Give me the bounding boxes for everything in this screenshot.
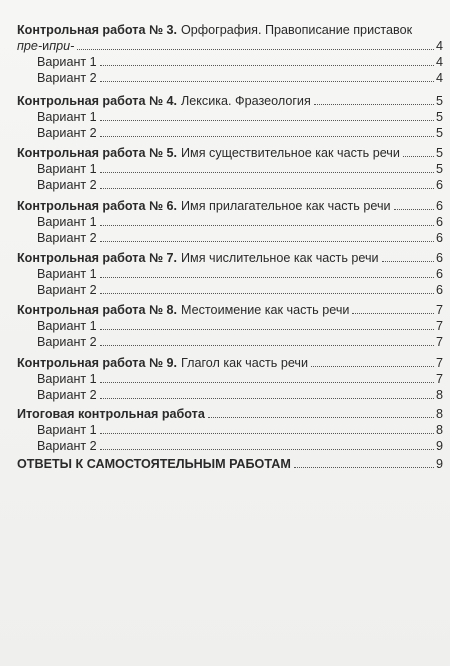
page-number: 5 (436, 126, 444, 140)
toc-variant-row (37, 282, 437, 298)
toc-heading-title: Имя прилагательное как часть речи (181, 199, 391, 213)
toc-heading-label: Контрольная работа № 5. (17, 146, 177, 160)
page-number: 6 (436, 231, 444, 245)
variant-label: Вариант 2 (37, 231, 97, 245)
dot-leader (100, 80, 434, 82)
toc-heading-3-line1 (17, 22, 442, 38)
dot-leader (314, 103, 434, 105)
variant-label: Вариант 2 (37, 126, 97, 140)
toc-variant-row (37, 161, 437, 177)
page-number: 7 (436, 372, 444, 386)
toc-heading-5 (17, 145, 437, 161)
toc-variant-row (37, 371, 437, 387)
page-number: 8 (436, 407, 444, 421)
toc-variant-row (37, 177, 437, 193)
dot-leader (100, 292, 434, 294)
toc-heading-7 (17, 250, 437, 266)
page-number: 5 (436, 110, 444, 124)
dot-leader (100, 187, 434, 189)
toc-heading-label: Контрольная работа № 4. (17, 94, 177, 108)
toc-heading-9 (17, 355, 437, 371)
toc-variant-row (37, 318, 437, 334)
dot-leader (100, 224, 434, 226)
dot-leader (100, 119, 434, 121)
dot-leader (294, 466, 434, 468)
dot-leader (77, 48, 434, 50)
variant-label: Вариант 2 (37, 178, 97, 192)
toc-heading-label: Итоговая контрольная работа (17, 407, 205, 421)
dot-leader (100, 240, 434, 242)
page-number: 7 (436, 356, 444, 370)
variant-label: Вариант 1 (37, 215, 97, 229)
dot-leader (394, 208, 434, 210)
page-number: 6 (436, 267, 444, 281)
page-number: 8 (436, 388, 444, 402)
toc-variant-row (37, 334, 437, 350)
page-number: 7 (436, 319, 444, 333)
page-number: 9 (436, 439, 444, 453)
toc-variant-row (37, 214, 437, 230)
page-number: 6 (436, 199, 444, 213)
page-number: 8 (436, 423, 444, 437)
variant-label: Вариант 2 (37, 388, 97, 402)
dot-leader (100, 328, 434, 330)
page-number: 9 (436, 457, 444, 471)
variant-label: Вариант 1 (37, 55, 97, 69)
toc-heading-label: Контрольная работа № 3. (17, 23, 177, 37)
page-number: 7 (436, 335, 444, 349)
dot-leader (100, 448, 434, 450)
toc-variant-row (37, 387, 437, 403)
page-number: 5 (436, 94, 444, 108)
variant-label: Вариант 1 (37, 423, 97, 437)
page-number: 5 (436, 162, 444, 176)
toc-heading-title: Орфография. Правописание приставок (181, 23, 413, 37)
page-number: 6 (436, 251, 444, 265)
page-number: 5 (436, 146, 444, 160)
toc-prefix-pre: пре- (17, 39, 43, 53)
variant-label: Вариант 1 (37, 162, 97, 176)
toc-heading-label: Контрольная работа № 7. (17, 251, 177, 265)
variant-label: Вариант 2 (37, 439, 97, 453)
toc-heading-title: Местоимение как часть речи (181, 303, 350, 317)
dot-leader (100, 276, 434, 278)
dot-leader (403, 155, 434, 157)
toc-variant-row (37, 125, 437, 141)
variant-label: Вариант 1 (37, 372, 97, 386)
dot-leader (208, 416, 434, 418)
variant-label: Вариант 2 (37, 283, 97, 297)
dot-leader (352, 312, 434, 314)
toc-variant-row (37, 266, 437, 282)
variant-label: Вариант 2 (37, 71, 97, 85)
toc-heading-6 (17, 198, 437, 214)
dot-leader (100, 344, 434, 346)
toc-heading-title: Глагол как часть речи (181, 356, 309, 370)
toc-answers (17, 456, 437, 472)
variant-label: Вариант 2 (37, 335, 97, 349)
toc-heading-8 (17, 302, 437, 318)
toc-heading-title: Лексика. Фразеология (181, 94, 311, 108)
dot-leader (100, 397, 434, 399)
toc-variant-row (37, 109, 437, 125)
toc-heading-4 (17, 93, 437, 109)
toc-prefix-and: и (42, 39, 50, 53)
dot-leader (100, 64, 434, 66)
toc-variant-row (37, 422, 437, 438)
toc-heading-3-line2 (17, 38, 437, 54)
dot-leader (311, 365, 434, 367)
page-number: 6 (436, 215, 444, 229)
dot-leader (382, 260, 434, 262)
page-number: 4 (436, 71, 444, 85)
dot-leader (100, 135, 434, 137)
dot-leader (100, 432, 434, 434)
toc-heading-label: Контрольная работа № 6. (17, 199, 177, 213)
page-number: 6 (436, 283, 444, 297)
page-number: 7 (436, 303, 444, 317)
dot-leader (100, 381, 434, 383)
toc-heading-title: Имя числительное как часть речи (181, 251, 379, 265)
toc-variant-row (37, 230, 437, 246)
page-number: 6 (436, 178, 444, 192)
toc-heading-final (17, 406, 437, 422)
toc-heading-label: Контрольная работа № 8. (17, 303, 177, 317)
answers-label: ОТВЕТЫ К САМОСТОЯТЕЛЬНЫМ РАБОТАМ (17, 457, 291, 471)
dot-leader (100, 171, 434, 173)
toc-heading-label: Контрольная работа № 9. (17, 356, 177, 370)
toc-variant-row (37, 70, 437, 86)
variant-label: Вариант 1 (37, 110, 97, 124)
toc-heading-title: Имя существительное как часть речи (181, 146, 400, 160)
variant-label: Вариант 1 (37, 267, 97, 281)
toc-variant-row (37, 54, 437, 70)
page-number: 4 (436, 39, 444, 53)
variant-label: Вариант 1 (37, 319, 97, 333)
toc-prefix-pri: при- (49, 39, 75, 53)
toc-variant-row (37, 438, 437, 454)
page-number: 4 (436, 55, 444, 69)
